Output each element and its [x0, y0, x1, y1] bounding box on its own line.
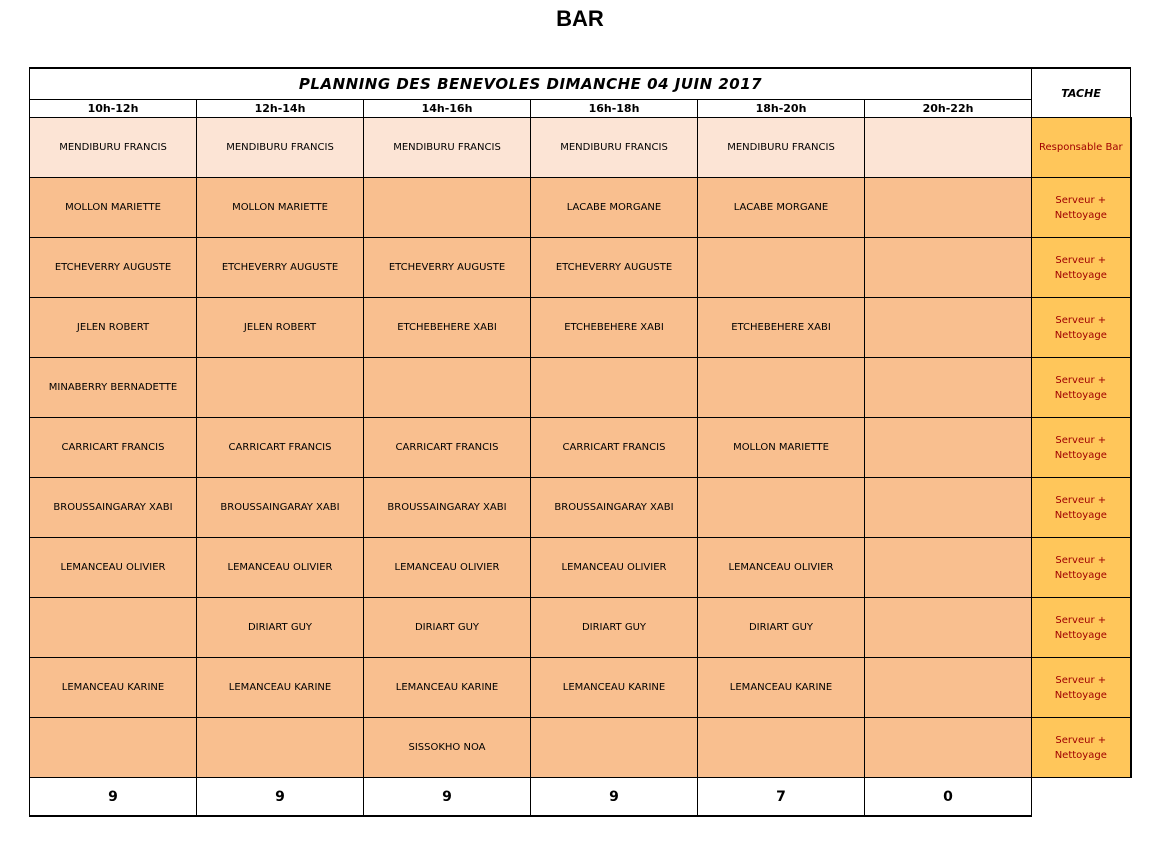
total-cell: 7 [698, 778, 865, 817]
task-line-2: Nettoyage [1054, 689, 1107, 701]
totals-blank-cell [1032, 778, 1131, 817]
task-line-1: Serveur + [1055, 374, 1107, 386]
task-line-1: Serveur + [1055, 434, 1107, 446]
task-cell [1032, 178, 1131, 238]
volunteer-cell: LEMANCEAU KARINE [531, 658, 698, 718]
totals-row [30, 778, 1131, 817]
volunteer-cell: DIRIART GUY [698, 598, 865, 658]
task-line-2: Nettoyage [1054, 749, 1107, 761]
volunteer-cell: JELEN ROBERT [197, 298, 364, 358]
volunteer-cell: MOLLON MARIETTE [30, 178, 197, 238]
volunteer-cell [531, 718, 698, 778]
task-cell [1032, 478, 1131, 538]
volunteer-cell [865, 718, 1032, 778]
task-line-2: Nettoyage [1054, 389, 1107, 401]
volunteer-cell [531, 358, 698, 418]
volunteer-cell: CARRICART FRANCIS [197, 418, 364, 478]
volunteer-cell [865, 178, 1032, 238]
volunteer-cell [698, 478, 865, 538]
volunteer-cell: LEMANCEAU KARINE [197, 658, 364, 718]
table-row [30, 478, 1131, 538]
volunteer-cell: BROUSSAINGARAY XABI [364, 478, 531, 538]
volunteer-cell: MENDIBURU FRANCIS [30, 118, 197, 178]
task-line-1: Serveur + [1055, 674, 1107, 686]
volunteer-cell: LEMANCEAU KARINE [30, 658, 197, 718]
task-line-2: Nettoyage [1054, 269, 1107, 281]
sheet-title: BAR [556, 6, 604, 31]
table-row [30, 598, 1131, 658]
volunteer-cell: LEMANCEAU KARINE [364, 658, 531, 718]
volunteer-cell: SISSOKHO NOA [364, 718, 531, 778]
task-line-2: Nettoyage [1054, 209, 1107, 221]
time-slot-header-row [30, 100, 1131, 118]
task-line-1: Serveur + [1055, 314, 1107, 326]
time-slot-header: 12h-14h [197, 100, 364, 118]
volunteer-cell: ETCHEBEHERE XABI [698, 298, 865, 358]
volunteer-cell: CARRICART FRANCIS [531, 418, 698, 478]
volunteer-cell [865, 118, 1032, 178]
volunteer-cell: ETCHEBEHERE XABI [364, 298, 531, 358]
task-line-2: Nettoyage [1054, 569, 1107, 581]
volunteer-cell [865, 298, 1032, 358]
volunteer-cell: MOLLON MARIETTE [698, 418, 865, 478]
task-line-2: Nettoyage [1054, 329, 1107, 341]
time-slot-header: 14h-16h [364, 100, 531, 118]
volunteer-cell [698, 358, 865, 418]
volunteer-cell [865, 418, 1032, 478]
volunteer-cell [698, 718, 865, 778]
table-row [30, 538, 1131, 598]
volunteer-rows [30, 118, 1131, 778]
tache-header: TACHE [1032, 68, 1131, 118]
volunteer-cell [197, 718, 364, 778]
table-row [30, 238, 1131, 298]
task-cell [1032, 658, 1131, 718]
volunteer-cell: MOLLON MARIETTE [197, 178, 364, 238]
volunteer-cell: LEMANCEAU OLIVIER [698, 538, 865, 598]
table-row [30, 358, 1131, 418]
total-cell: 9 [531, 778, 698, 817]
table-row [30, 118, 1131, 178]
task-cell [1032, 598, 1131, 658]
volunteer-cell [364, 178, 531, 238]
total-cell: 0 [865, 778, 1032, 817]
time-slot-header: 10h-12h [30, 100, 197, 118]
volunteer-cell: MENDIBURU FRANCIS [364, 118, 531, 178]
task-cell [1032, 298, 1131, 358]
volunteer-cell [865, 658, 1032, 718]
task-line-1: Serveur + [1055, 194, 1107, 206]
task-line-2: Nettoyage [1054, 629, 1107, 641]
volunteer-cell: CARRICART FRANCIS [30, 418, 197, 478]
volunteer-cell: DIRIART GUY [364, 598, 531, 658]
volunteer-cell: ETCHEVERRY AUGUSTE [531, 238, 698, 298]
table-row [30, 178, 1131, 238]
volunteer-cell: MENDIBURU FRANCIS [698, 118, 865, 178]
volunteer-cell: BROUSSAINGARAY XABI [531, 478, 698, 538]
volunteer-cell [197, 358, 364, 418]
volunteer-cell: DIRIART GUY [197, 598, 364, 658]
volunteer-cell: ETCHEVERRY AUGUSTE [197, 238, 364, 298]
task-line-1: Responsable Bar [1039, 142, 1123, 153]
volunteer-cell: LACABE MORGANE [698, 178, 865, 238]
volunteer-cell: MENDIBURU FRANCIS [531, 118, 698, 178]
table-row [30, 418, 1131, 478]
total-cell: 9 [364, 778, 531, 817]
volunteer-cell [30, 598, 197, 658]
time-slot-header: 20h-22h [865, 100, 1032, 118]
task-line-1: Serveur + [1055, 554, 1107, 566]
task-line-2: Nettoyage [1054, 449, 1107, 461]
time-slot-header: 16h-18h [531, 100, 698, 118]
volunteer-cell [865, 478, 1032, 538]
task-cell [1032, 538, 1131, 598]
task-cell [1032, 418, 1131, 478]
volunteer-cell [865, 238, 1032, 298]
table-row [30, 298, 1131, 358]
volunteer-cell [364, 358, 531, 418]
volunteer-cell: DIRIART GUY [531, 598, 698, 658]
volunteer-cell [865, 538, 1032, 598]
task-cell [1032, 358, 1131, 418]
volunteer-cell: MINABERRY BERNADETTE [30, 358, 197, 418]
volunteer-cell: LACABE MORGANE [531, 178, 698, 238]
table-row [30, 718, 1131, 778]
task-line-2: Nettoyage [1054, 509, 1107, 521]
task-cell [1032, 238, 1131, 298]
planning-title: PLANNING DES BENEVOLES DIMANCHE 04 JUIN 2017 [30, 68, 1032, 100]
volunteer-cell: LEMANCEAU KARINE [698, 658, 865, 718]
volunteer-cell: ETCHEVERRY AUGUSTE [30, 238, 197, 298]
volunteer-cell [865, 358, 1032, 418]
volunteer-cell: LEMANCEAU OLIVIER [364, 538, 531, 598]
time-slot-header: 18h-20h [698, 100, 865, 118]
task-line-1: Serveur + [1055, 494, 1107, 506]
volunteer-cell [865, 598, 1032, 658]
volunteer-cell: LEMANCEAU OLIVIER [197, 538, 364, 598]
volunteer-cell [30, 718, 197, 778]
total-cell: 9 [197, 778, 364, 817]
volunteer-cell: MENDIBURU FRANCIS [197, 118, 364, 178]
total-cell: 9 [30, 778, 197, 817]
volunteer-cell: BROUSSAINGARAY XABI [30, 478, 197, 538]
volunteer-cell [698, 238, 865, 298]
volunteer-cell: LEMANCEAU OLIVIER [531, 538, 698, 598]
volunteer-cell: JELEN ROBERT [30, 298, 197, 358]
task-line-1: Serveur + [1055, 614, 1107, 626]
task-cell [1032, 718, 1131, 778]
volunteer-cell: ETCHEBEHERE XABI [531, 298, 698, 358]
table-row [30, 658, 1131, 718]
task-line-1: Serveur + [1055, 254, 1107, 266]
task-line-1: Serveur + [1055, 734, 1107, 746]
volunteer-cell: ETCHEVERRY AUGUSTE [364, 238, 531, 298]
volunteer-cell: BROUSSAINGARAY XABI [197, 478, 364, 538]
volunteer-cell: LEMANCEAU OLIVIER [30, 538, 197, 598]
task-cell [1032, 118, 1131, 178]
volunteer-cell: CARRICART FRANCIS [364, 418, 531, 478]
planning-table [29, 67, 1132, 817]
